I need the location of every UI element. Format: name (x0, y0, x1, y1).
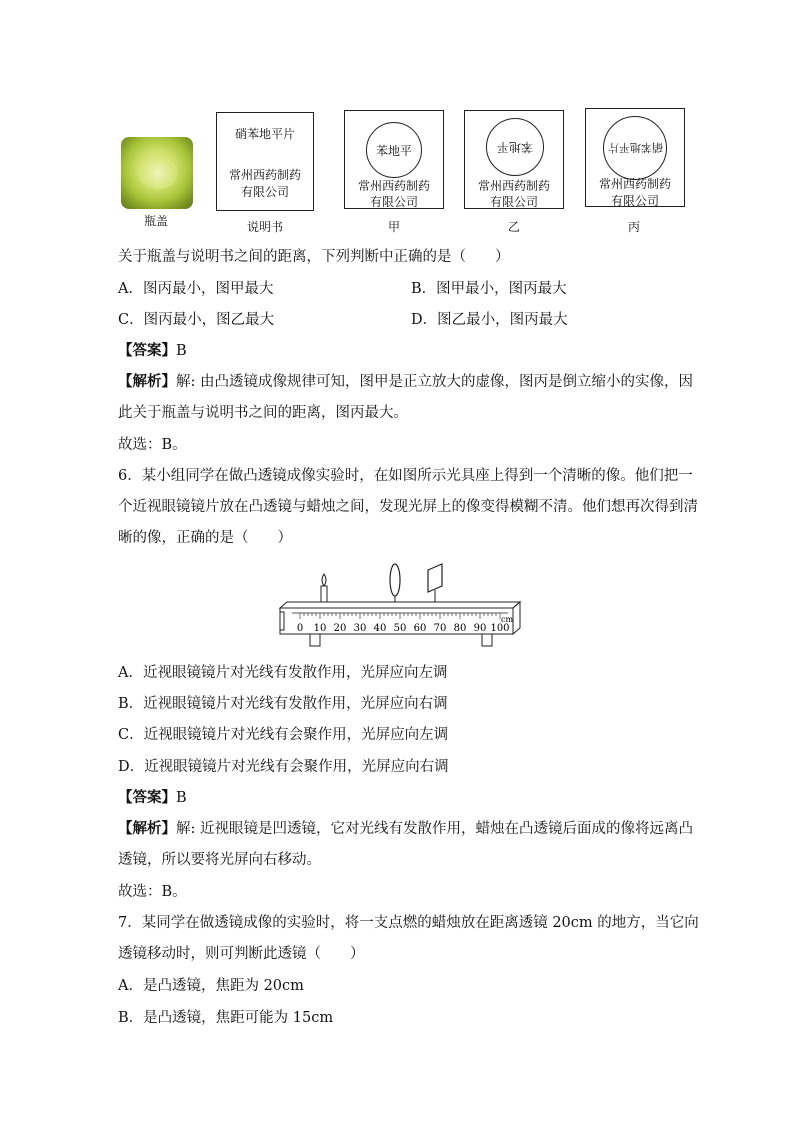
q5-answer-tag: 【答案】 (118, 342, 176, 359)
yi-caption: 乙 (507, 220, 520, 234)
ruler-tick-label: 70 (433, 623, 447, 634)
ruler-tick-label: 0 (296, 623, 304, 634)
bench-rail (280, 602, 520, 646)
ruler-unit: cm (501, 615, 514, 624)
image-bing-box (585, 108, 685, 207)
q7-option-a: A．是凸透镜，焦距为 20cm (118, 978, 304, 994)
q5-analysis-text1: 解: 由凸透镜成像规律可知，图甲是正立放大的虚像，图丙是倒立缩小的实像，因 (176, 374, 693, 390)
ruler-tick-label: 10 (313, 623, 327, 634)
q5-conclusion: 故选：B。 (118, 437, 187, 453)
q6-stem-line1: 6．某小组同学在做凸透镜成像实验时，在如图所示光具座上得到一个清晰的像。他们把一 (118, 468, 693, 484)
q7-stem-line2: 透镜移动时，则可判断此透镜（ ） (118, 946, 365, 962)
bing-circle (603, 116, 667, 180)
q6-answer (118, 788, 187, 808)
manual-company-line1: 常州西药制药 (228, 168, 301, 182)
optical-bench-figure (270, 560, 530, 655)
q5-stem: 关于瓶盖与说明书之间的距离，下列判断中正确的是（ ） (118, 249, 510, 265)
q6-option-a: A．近视眼镜镜片对光线有发散作用，光屏应向左调 (118, 665, 448, 681)
q5-answer (118, 341, 187, 361)
ruler-tick-label: 40 (373, 623, 387, 634)
q5-option-b: B．图甲最小，图丙最大 (411, 281, 567, 297)
q5-analysis-line1 (118, 372, 693, 392)
q7-option-b: B．是凸透镜，焦距可能为 15cm (118, 1010, 334, 1026)
bottle-cap-image (121, 137, 193, 209)
yi-circle (486, 118, 544, 176)
q6-option-d: D．近视眼镜镜片对光线有会聚作用，光屏应向右调 (118, 759, 449, 775)
yi-company-line2: 有限公司 (489, 195, 538, 209)
bing-caption: 丙 (627, 220, 640, 234)
jia-circle-text: 苯地平 (375, 143, 412, 158)
q6-analysis-tag: 【解析】 (118, 820, 176, 837)
q6-stem-line2: 个近视眼镜镜片放在凸透镜与蜡烛之间，发现光屏上的像变得模糊不清。他们想再次得到清 (118, 499, 698, 515)
q7-stem-line1: 7．某同学在做透镜成像的实验时，将一支点燃的蜡烛放在距离透镜 20cm 的地方，当它向 (118, 915, 699, 931)
bing-company-line1: 常州西药制药 (598, 177, 671, 191)
ruler-tick-label: 30 (353, 623, 367, 634)
jia-company-line1: 常州西药制药 (357, 179, 430, 193)
bing-circle-text: 硝苯地平片 (607, 141, 663, 154)
image-jia-box (344, 110, 444, 209)
q6-stem-line3: 晰的像，正确的是（ ） (118, 530, 292, 546)
ruler-tick-label: 100 (490, 623, 510, 634)
ruler-tick-label: 20 (333, 623, 347, 634)
q6-answer-value: B (176, 790, 187, 806)
manual-box (216, 112, 314, 211)
q6-option-b: B．近视眼镜镜片对光线有发散作用，光屏应向右调 (118, 696, 448, 712)
manual-title: 硝苯地平片 (234, 127, 295, 141)
jia-company-line2: 有限公司 (369, 195, 418, 209)
q5-analysis-tag: 【解析】 (118, 373, 176, 390)
bottle-label: 瓶盖 (143, 214, 168, 228)
q5-analysis-line2: 此关于瓶盖与说明书之间的距离，图丙最大。 (118, 405, 408, 421)
manual-caption: 说明书 (246, 220, 283, 234)
q6-analysis-line1 (118, 819, 693, 839)
jia-circle (366, 122, 422, 178)
ruler-tick-label: 90 (473, 623, 487, 634)
q6-answer-tag: 【答案】 (118, 789, 176, 806)
ruler-tick-label: 60 (413, 623, 427, 634)
q6-analysis-line2: 透镜，所以要将光屏向右移动。 (118, 852, 321, 868)
image-yi-box (464, 110, 564, 209)
jia-caption: 甲 (387, 220, 400, 234)
ruler-tick-label: 50 (393, 623, 407, 634)
q5-option-d: D．图乙最小，图丙最大 (411, 312, 568, 328)
ruler-tick-label: 80 (453, 623, 467, 634)
q6-conclusion: 故选：B。 (118, 884, 187, 900)
bing-company-line2: 有限公司 (610, 194, 659, 208)
q5-answer-value: B (176, 343, 187, 359)
q5-option-a: A．图丙最小，图甲最大 (118, 281, 274, 297)
yi-circle-text: 苯地平 (496, 139, 533, 154)
q6-analysis-text1: 解: 近视眼镜是凹透镜，它对光线有发散作用，蜡烛在凸透镜后面成的像将远离凸 (176, 821, 693, 837)
q6-option-c: C．近视眼镜镜片对光线有会聚作用，光屏应向左调 (118, 727, 449, 743)
yi-company-line1: 常州西药制药 (477, 179, 550, 193)
q5-option-c: C．图丙最小，图乙最大 (118, 312, 275, 328)
manual-company-line2: 有限公司 (240, 185, 289, 199)
